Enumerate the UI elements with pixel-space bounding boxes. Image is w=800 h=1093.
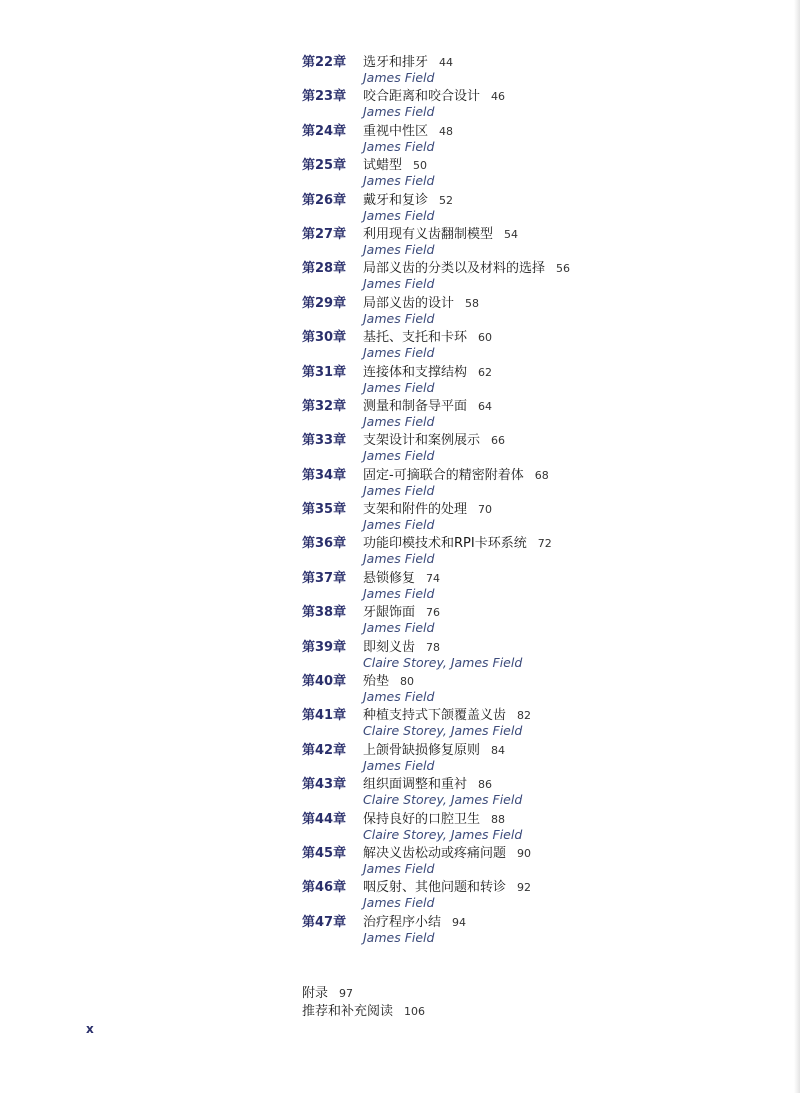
chapter-number: 第29章 bbox=[302, 295, 347, 311]
chapter-number: 第25章 bbox=[302, 158, 347, 174]
toc-entry[interactable] bbox=[302, 809, 782, 843]
toc-entry[interactable] bbox=[302, 568, 782, 602]
toc-entry[interactable] bbox=[302, 86, 782, 120]
chapter-number: 第30章 bbox=[302, 330, 347, 346]
chapter-author: James Field bbox=[363, 310, 435, 326]
chapter-author: James Field bbox=[363, 70, 435, 85]
chapter-number: 第41章 bbox=[302, 708, 347, 724]
chapter-number: 第32章 bbox=[302, 398, 347, 414]
toc-entry[interactable] bbox=[302, 190, 782, 224]
toc-entry[interactable] bbox=[302, 499, 782, 533]
chapter-page: 78 bbox=[426, 640, 441, 654]
toc-entry[interactable] bbox=[302, 671, 782, 705]
toc-entry[interactable] bbox=[302, 396, 782, 430]
toc-entry[interactable] bbox=[302, 121, 782, 155]
chapter-page: 44 bbox=[439, 56, 454, 69]
chapter-title: 咽反射、其他问题和转诊 bbox=[363, 880, 507, 896]
chapter-author: Claire Storey, James Field bbox=[363, 654, 523, 670]
chapter-title: 局部义齿的设计 bbox=[363, 295, 455, 311]
toc-entry[interactable] bbox=[302, 843, 782, 877]
chapter-author: James Field bbox=[363, 895, 435, 911]
chapter-title: 功能印模技术和RPI卡环系统 bbox=[363, 536, 527, 552]
chapter-number: 第26章 bbox=[302, 192, 347, 208]
backmatter-list bbox=[302, 983, 425, 1019]
chapter-title: 选牙和排牙 bbox=[363, 55, 429, 70]
toc-entry[interactable] bbox=[302, 740, 782, 774]
chapter-page: 64 bbox=[478, 399, 493, 413]
chapter-author: Claire Storey, James Field bbox=[363, 826, 523, 842]
chapter-page: 56 bbox=[556, 262, 571, 276]
chapter-title: 试蜡型 bbox=[363, 158, 403, 174]
chapter-title: 连接体和支撑结构 bbox=[363, 364, 468, 380]
chapter-author: James Field bbox=[363, 757, 435, 773]
chapter-author: James Field bbox=[363, 448, 435, 464]
chapter-title: 殆垫 bbox=[363, 674, 390, 690]
chapter-number: 第22章 bbox=[302, 55, 347, 70]
chapter-number: 第40章 bbox=[302, 674, 347, 690]
backmatter-title: 推荐和补充阅读 bbox=[302, 1004, 394, 1019]
chapter-page: 50 bbox=[413, 159, 428, 173]
chapter-page: 54 bbox=[504, 227, 519, 241]
chapter-page: 60 bbox=[478, 331, 493, 345]
toc-entry[interactable] bbox=[302, 602, 782, 636]
chapter-title: 上颌骨缺损修复原则 bbox=[363, 742, 481, 758]
chapter-number: 第43章 bbox=[302, 777, 347, 793]
toc-entry[interactable] bbox=[302, 465, 782, 499]
chapter-page: 58 bbox=[465, 296, 480, 310]
chapter-title: 重视中性区 bbox=[363, 123, 429, 139]
chapter-page: 68 bbox=[534, 468, 549, 482]
chapter-title: 牙龈饰面 bbox=[363, 605, 416, 621]
chapter-author: James Field bbox=[363, 276, 435, 292]
toc-entry[interactable] bbox=[302, 705, 782, 739]
backmatter-title: 附录 bbox=[302, 986, 329, 1001]
chapter-number: 第47章 bbox=[302, 914, 347, 930]
page-number: x bbox=[86, 1022, 94, 1036]
chapter-number: 第45章 bbox=[302, 845, 347, 861]
chapter-number: 第31章 bbox=[302, 364, 347, 380]
toc-entry[interactable] bbox=[302, 912, 782, 946]
chapter-number: 第36章 bbox=[302, 536, 347, 552]
chapter-author: James Field bbox=[363, 379, 435, 395]
chapter-page: 74 bbox=[426, 571, 441, 585]
chapter-author: James Field bbox=[363, 551, 435, 567]
chapter-author: James Field bbox=[363, 482, 435, 498]
chapter-page: 80 bbox=[400, 675, 415, 689]
chapter-title: 局部义齿的分类以及材料的选择 bbox=[363, 261, 546, 277]
chapter-number: 第44章 bbox=[302, 811, 347, 827]
chapter-author: James Field bbox=[363, 207, 435, 223]
chapter-page: 48 bbox=[439, 124, 454, 138]
chapter-author: James Field bbox=[363, 689, 435, 705]
chapter-title: 咬合距离和咬合设计 bbox=[363, 89, 481, 105]
chapter-page: 72 bbox=[537, 537, 552, 551]
chapter-title: 测量和制备导平面 bbox=[363, 398, 468, 414]
chapter-page: 82 bbox=[517, 709, 532, 723]
toc-entry[interactable] bbox=[302, 293, 782, 327]
chapter-title: 种植支持式下颌覆盖义齿 bbox=[363, 708, 507, 724]
backmatter-page: 106 bbox=[404, 1005, 426, 1018]
chapter-page: 46 bbox=[491, 90, 506, 104]
chapter-page: 90 bbox=[517, 846, 532, 860]
chapter-author: James Field bbox=[363, 585, 435, 601]
chapter-title: 治疗程序小结 bbox=[363, 914, 442, 930]
chapter-author: James Field bbox=[363, 413, 435, 429]
chapter-number: 第27章 bbox=[302, 226, 347, 242]
chapter-author: Claire Storey, James Field bbox=[363, 723, 523, 739]
chapter-title: 解决义齿松动或疼痛问题 bbox=[363, 845, 507, 861]
chapter-title: 支架设计和案例展示 bbox=[363, 433, 481, 449]
chapter-page: 52 bbox=[439, 193, 454, 207]
toc-entry[interactable] bbox=[302, 430, 782, 464]
toc-entry[interactable] bbox=[302, 533, 782, 567]
chapter-title: 利用现有义齿翻制模型 bbox=[363, 226, 494, 242]
chapter-author: James Field bbox=[363, 345, 435, 361]
chapter-number: 第28章 bbox=[302, 261, 347, 277]
chapter-author: James Field bbox=[363, 929, 435, 945]
chapter-number: 第38章 bbox=[302, 605, 347, 621]
page-edge-shadow bbox=[794, 0, 800, 1093]
chapter-page: 88 bbox=[491, 812, 506, 826]
chapter-title: 基托、支托和卡环 bbox=[363, 330, 468, 346]
backmatter-page: 97 bbox=[339, 987, 354, 1000]
toc-entry[interactable] bbox=[302, 258, 782, 292]
chapter-number: 第37章 bbox=[302, 570, 347, 586]
chapter-author: James Field bbox=[363, 620, 435, 636]
chapter-page: 94 bbox=[452, 915, 467, 929]
chapter-title: 悬锁修复 bbox=[363, 570, 416, 586]
chapter-author: James Field bbox=[363, 860, 435, 876]
chapter-page: 84 bbox=[491, 743, 506, 757]
chapter-title: 组织面调整和重衬 bbox=[363, 777, 468, 793]
chapter-page: 86 bbox=[478, 778, 493, 792]
chapter-author: Claire Storey, James Field bbox=[363, 792, 523, 808]
toc-entry[interactable] bbox=[302, 224, 782, 258]
chapter-page: 92 bbox=[517, 881, 532, 895]
chapter-title: 支架和附件的处理 bbox=[363, 502, 468, 518]
table-of-contents bbox=[302, 52, 782, 946]
chapter-page: 66 bbox=[491, 434, 506, 448]
chapter-title: 固定-可摘联合的精密附着体 bbox=[363, 467, 524, 483]
chapter-number: 第42章 bbox=[302, 742, 347, 758]
backmatter-item[interactable] bbox=[302, 1001, 425, 1019]
chapter-author: James Field bbox=[363, 104, 435, 120]
chapter-author: James Field bbox=[363, 138, 435, 154]
chapter-number: 第33章 bbox=[302, 433, 347, 449]
toc-entry[interactable] bbox=[302, 52, 782, 86]
chapter-title: 戴牙和复诊 bbox=[363, 192, 429, 208]
chapter-number: 第35章 bbox=[302, 502, 347, 518]
chapter-author: James Field bbox=[363, 517, 435, 533]
backmatter-item[interactable] bbox=[302, 983, 425, 1001]
chapter-number: 第24章 bbox=[302, 123, 347, 139]
chapter-title: 保持良好的口腔卫生 bbox=[363, 811, 481, 827]
chapter-page: 76 bbox=[426, 606, 441, 620]
toc-entry[interactable] bbox=[302, 877, 782, 911]
chapter-page: 62 bbox=[478, 365, 493, 379]
toc-entry[interactable] bbox=[302, 362, 782, 396]
toc-entry[interactable] bbox=[302, 637, 782, 671]
chapter-number: 第46章 bbox=[302, 880, 347, 896]
chapter-page: 70 bbox=[478, 503, 493, 517]
toc-entry[interactable] bbox=[302, 327, 782, 361]
chapter-author: James Field bbox=[363, 173, 435, 189]
chapter-number: 第39章 bbox=[302, 639, 347, 655]
toc-entry[interactable] bbox=[302, 155, 782, 189]
chapter-author: James Field bbox=[363, 241, 435, 257]
toc-entry[interactable] bbox=[302, 774, 782, 808]
chapter-number: 第23章 bbox=[302, 89, 347, 105]
chapter-title: 即刻义齿 bbox=[363, 639, 416, 655]
chapter-number: 第34章 bbox=[302, 467, 347, 483]
